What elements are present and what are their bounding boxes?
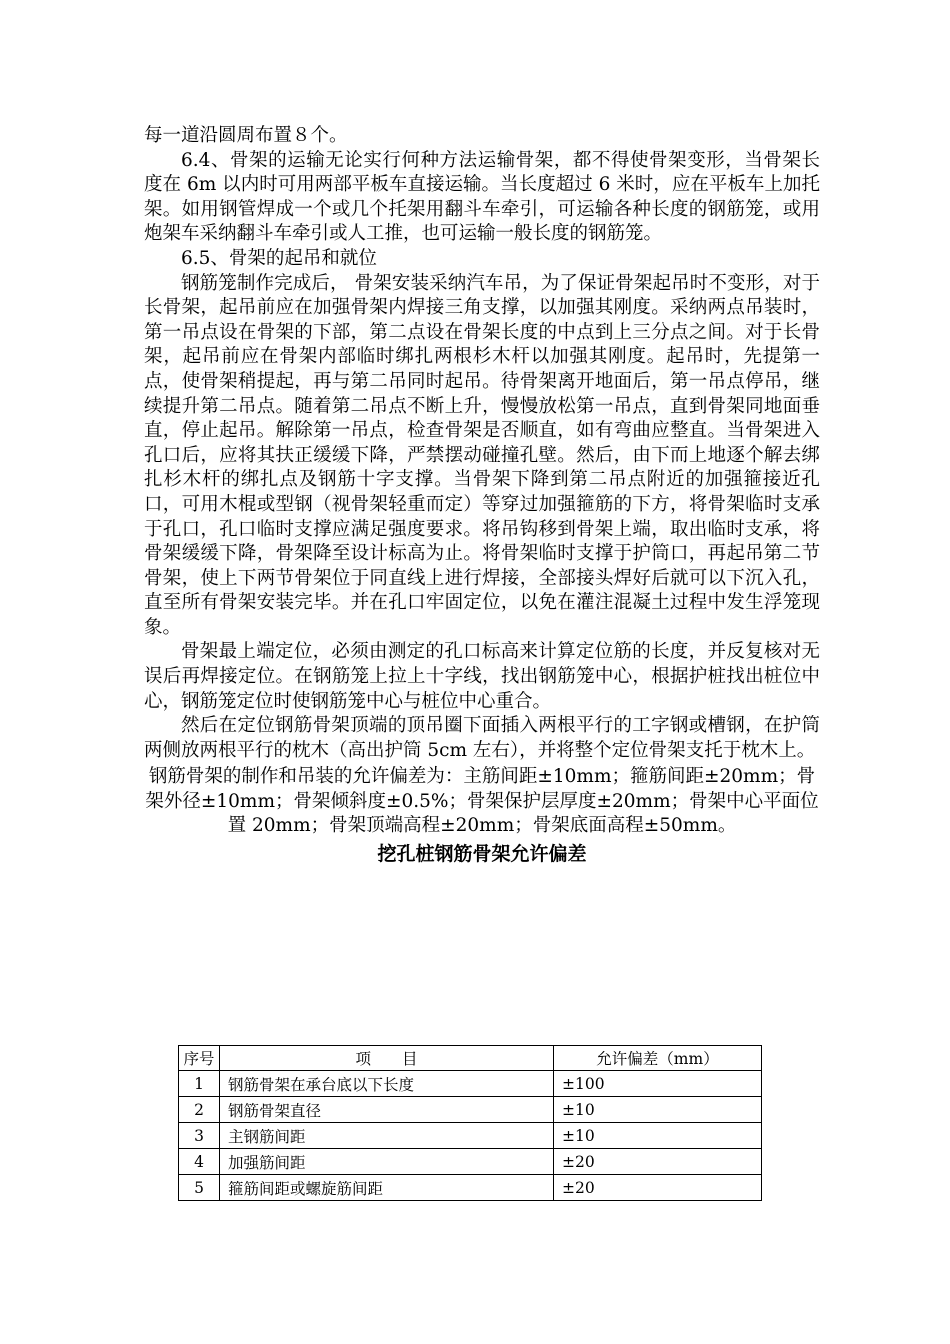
paragraph-support: 然后在定位钢筋骨架顶端的顶吊圈下面插入两根平行的工字钢或槽钢，在护筒两侧放两根平行的枕木（高出护筒 5cm 左右），并将整个定位骨架支托于枕木上。 bbox=[144, 715, 820, 761]
document-body bbox=[144, 124, 820, 866]
table-row bbox=[179, 1123, 762, 1149]
paragraph-lifting: 钢筋笼制作完成后， 骨架安装采纳汽车吊，为了保证骨架起吊时不变形，对于长骨架，起吊前应在加强骨架内焊接三角支撑，以加强其刚度。采纳两点吊装时，第一吊点设在骨架的下部，第二点设在骨架长度的中点到上三分点之间。对于长骨架，起吊前应在骨架内部临时绑扎两根杉木杆以加强其刚度。起吊时，先提第一点，使骨架稍提起，再与第二吊同时起吊。待骨架离开地面后，第一吊点停吊，继续提升第二吊点。随着第二吊点不断上升，慢慢放松第一吊点，直到骨架同地面垂直，停止起吊。解除第一吊点，检查骨架是否顺直，如有弯曲应整直。当骨架进入孔口后，应将其扶正缓缓下降，严禁摆动碰撞孔壁。然后，由下而上地逐个解去绑扎杉木杆的绑扎点及钢筋十字支撑。当骨架下降到第二吊点附近的加强箍接近孔口，可用木棍或型钢（视骨架轻重而定）等穿过加强箍筋的下方，将骨架临时支承于孔口，孔口临时支撑应满足强度要求。将吊钩移到骨架上端，取出临时支承，将骨架缓缓下降，骨架降至设计标高为止。将骨架临时支撑于护筒口，再起吊第二节骨架，使上下两节骨架位于同直线上进行焊接，全部接头焊好后就可以下沉入孔，直至所有骨架安装完毕。并在孔口牢固定位，以免在灌注混凝土过程中发生浮笼现象。 bbox=[144, 272, 820, 638]
row-item: 加强筋间距 bbox=[220, 1149, 554, 1175]
row-tolerance: ±20 bbox=[554, 1149, 762, 1175]
table-row bbox=[179, 1097, 762, 1123]
table-header-row bbox=[179, 1046, 762, 1071]
table-row bbox=[179, 1149, 762, 1175]
row-item: 主钢筋间距 bbox=[220, 1123, 554, 1149]
row-tolerance: ±100 bbox=[554, 1071, 762, 1097]
table-title: 挖孔桩钢筋骨架允许偏差 bbox=[377, 843, 587, 866]
row-index: 3 bbox=[179, 1123, 220, 1149]
row-item: 箍筋间距或螺旋筋间距 bbox=[220, 1175, 554, 1201]
paragraph-transport: 6.4、骨架的运输无论实行何种方法运输骨架，都不得使骨架变形，当骨架长度在 6m 以内时可用两部平板车直接运输。当长度超过 6 米时，应在平板车上加托架。如用钢管焊成一个或几个托架用翻斗车牵引，可运输各种长度的钢筋笼，或用炮架车采纳翻斗车牵引或人工推，也可运输一般长度的钢筋笼。 bbox=[144, 149, 820, 245]
paragraph-positioning: 骨架最上端定位，必须由测定的孔口标高来计算定位筋的长度，并反复核对无误后再焊接定位。在钢筋笼上拉上十字线，找出钢筋笼中心，根据护桩找出桩位中心，钢筋笼定位时使钢筋笼中心与桩位中心重合。 bbox=[144, 641, 820, 712]
header-tolerance: 允许偏差（mm） bbox=[554, 1046, 762, 1071]
tolerance-table bbox=[178, 1045, 762, 1201]
row-item: 钢筋骨架在承台底以下长度 bbox=[220, 1071, 554, 1097]
header-item: 项 目 bbox=[220, 1046, 554, 1071]
table-row bbox=[179, 1175, 762, 1201]
row-tolerance: ±20 bbox=[554, 1175, 762, 1201]
row-index: 4 bbox=[179, 1149, 220, 1175]
row-index: 5 bbox=[179, 1175, 220, 1201]
tolerance-paragraph: 钢筋骨架的制作和吊装的允许偏差为：主筋间距±10mm；箍筋间距±20mm；骨架外径±10mm；骨架倾斜度±0.5%；骨架保护层厚度±20mm；骨架中心平面位置 20mm；骨架顶端高程±20mm；骨架底面高程±50mm。 bbox=[145, 766, 819, 836]
row-index: 2 bbox=[179, 1097, 220, 1123]
paragraph-1: 每一道沿圆周布置８个。 bbox=[144, 125, 348, 146]
row-tolerance: ±10 bbox=[554, 1123, 762, 1149]
row-index: 1 bbox=[179, 1071, 220, 1097]
row-tolerance: ±10 bbox=[554, 1097, 762, 1123]
table-row bbox=[179, 1071, 762, 1097]
header-index: 序号 bbox=[179, 1046, 220, 1071]
section-heading-lifting: 6.5、骨架的起吊和就位 bbox=[181, 247, 377, 269]
row-item: 钢筋骨架直径 bbox=[220, 1097, 554, 1123]
